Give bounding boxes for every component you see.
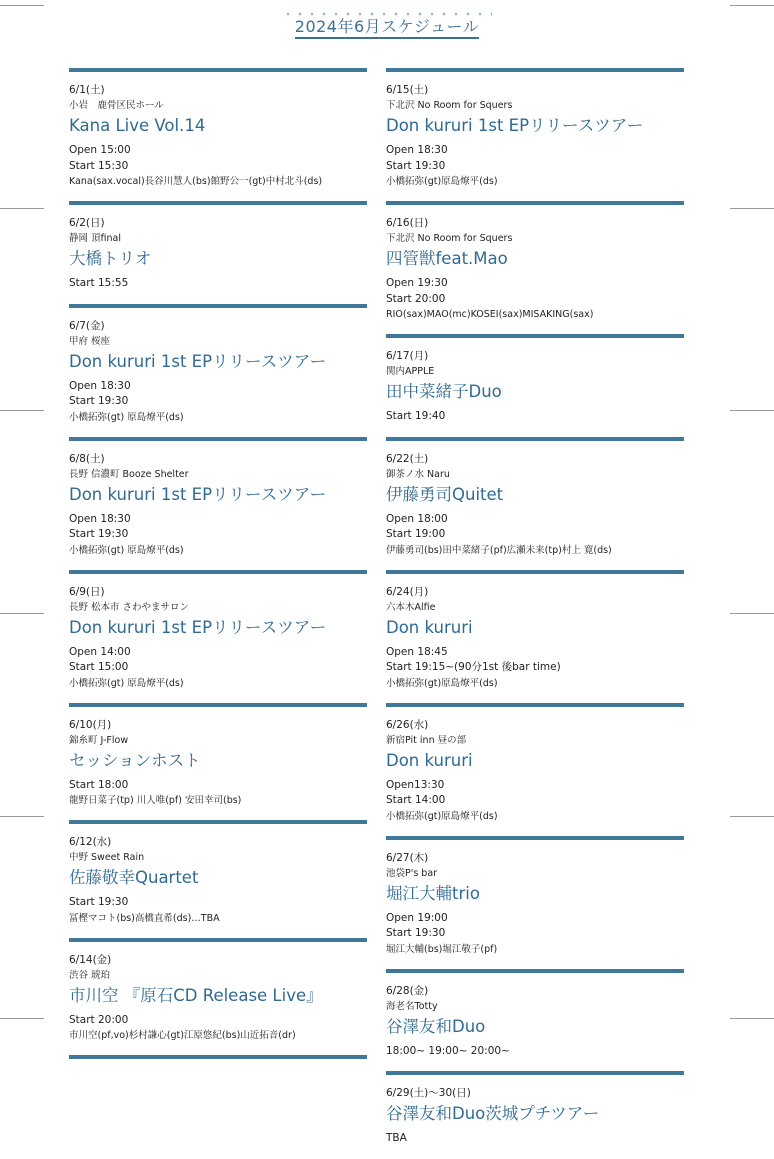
entry-venue: 甲府 桜座 xyxy=(69,335,111,347)
entry-time: Start 14:00 xyxy=(386,794,446,806)
entry-time: Start 19:30 xyxy=(69,896,129,908)
schedule-column-right xyxy=(386,68,684,1159)
entry-time: Open 19:30 xyxy=(386,277,448,289)
entry-date: 6/28(金) xyxy=(386,984,429,997)
entry-venue: 海老名Totty xyxy=(386,1000,438,1012)
margin-tick xyxy=(0,613,44,614)
entry-time: Start 20:00 xyxy=(386,292,446,305)
entry-date: 6/16(日) xyxy=(386,217,429,229)
entry-members: 市川空(pf,vo)杉村謙心(gt)江原悠紀(bs)山近拓音(dr) xyxy=(69,1030,296,1041)
margin-tick xyxy=(730,816,774,817)
entry-venue: 錦糸町 J-Flow xyxy=(69,734,129,746)
entry-venue: 関内APPLE xyxy=(386,366,435,377)
entry-time: Open 18:45 xyxy=(386,645,448,658)
entry-time: Open 18:30 xyxy=(386,144,448,156)
margin-tick xyxy=(730,1018,774,1019)
entry-time: Start 19:15~(90分1st 後bar time) xyxy=(386,661,561,673)
schedule-entry xyxy=(386,707,684,836)
entry-event-title: 大橋トリオ xyxy=(69,249,152,268)
entry-time: Open 14:00 xyxy=(69,645,131,658)
entry-date: 6/14(金) xyxy=(69,953,112,966)
entry-time: Start 19:30 xyxy=(386,927,446,939)
schedule-entry xyxy=(386,72,684,201)
schedule-entry xyxy=(69,308,367,437)
entry-event-title: Kana Live Vol.14 xyxy=(69,116,206,135)
entry-date: 6/15(土) xyxy=(386,84,429,96)
entry-members: 堀江大輔(bs)堀江敬子(pf) xyxy=(386,943,498,955)
entry-venue: 静岡 頂final xyxy=(69,233,121,244)
entry-time: Start 19:30 xyxy=(69,528,129,540)
entry-date: 6/7(金) xyxy=(69,319,105,332)
entry-event-title: 谷澤友和Duo茨城プチツアー xyxy=(386,1104,600,1123)
schedule-entry xyxy=(386,338,684,437)
entry-date: 6/9(日) xyxy=(69,585,105,598)
entry-time: Start 15:00 xyxy=(69,661,129,673)
entry-venue: 御茶ノ水 Naru xyxy=(386,468,450,480)
entry-time: Open 15:00 xyxy=(69,144,131,156)
entry-event-title: 市川空 『原石CD Release Live』 xyxy=(69,985,323,1005)
entry-venue: 長野 信濃町 Booze Shelter xyxy=(69,468,189,480)
entry-date: 6/29(土)〜30(日) xyxy=(386,1087,471,1099)
margin-tick xyxy=(0,5,44,6)
schedule-entry xyxy=(69,205,367,304)
entry-event-title: 堀江大輔trio xyxy=(386,883,480,903)
entry-event-title: 田中菜緒子Duo xyxy=(386,382,502,401)
entry-event-title: 谷澤友和Duo xyxy=(386,1016,486,1036)
entry-members: 小橋拓弥(gt)原島燎平(ds) xyxy=(386,810,498,822)
entry-venue: 中野 Sweet Rain xyxy=(69,852,145,863)
entry-event-title: Don kururi 1st EPリリースツアー xyxy=(69,617,327,637)
entry-time: Start 18:00 xyxy=(69,778,129,791)
schedule-entry xyxy=(69,441,367,570)
schedule-entry xyxy=(69,707,367,821)
entry-venue: 六本木Alfie xyxy=(386,601,436,613)
entry-time: Open 18:30 xyxy=(69,379,131,392)
entry-event-title: Don kururi xyxy=(386,617,473,637)
schedule-entry xyxy=(386,973,684,1072)
entry-members: 小橋拓弥(gt) 原島燎平(ds) xyxy=(69,544,184,556)
entry-time: Start 19:30 xyxy=(386,159,446,172)
entry-event-title: Don kururi 1st EPリリースツアー xyxy=(69,351,327,371)
margin-tick xyxy=(0,1018,44,1019)
margin-tick xyxy=(730,613,774,614)
entry-date: 6/2(日) xyxy=(69,217,105,229)
entry-members: RIO(sax)MAO(mc)KOSEI(sax)MISAKING(sax) xyxy=(386,309,594,320)
entry-date: 6/8(土) xyxy=(69,452,105,465)
entry-time: Open 18:30 xyxy=(69,512,131,525)
entry-time: Open13:30 xyxy=(386,778,445,791)
page-title xyxy=(0,14,774,37)
entry-time: Start 19:30 xyxy=(69,395,129,407)
schedule-entry xyxy=(69,824,367,938)
entry-members: Kana(sax.vocal)長谷川慧人(bs)館野公一(gt)中村北斗(ds) xyxy=(69,176,323,187)
entry-date: 6/22(土) xyxy=(386,452,429,465)
entry-members: 小橋拓弥(gt) 原島燎平(ds) xyxy=(69,411,184,423)
entry-members: 小橋拓弥(gt) 原島燎平(ds) xyxy=(69,677,184,689)
entry-venue: 新宿Pit inn 昼の部 xyxy=(386,734,467,746)
entry-date: 6/10(月) xyxy=(69,718,112,731)
entry-venue: 池袋P's bar xyxy=(386,867,438,879)
schedule-entry xyxy=(386,441,684,570)
entry-event-title: Don kururi 1st EPリリースツアー xyxy=(386,116,644,135)
entry-time: TBA xyxy=(386,1132,407,1144)
entry-time: Start 15:55 xyxy=(69,277,129,289)
entry-time: Start 20:00 xyxy=(69,1013,129,1026)
margin-tick xyxy=(730,5,774,6)
entry-members: 伊藤勇司(bs)田中菜緒子(pf)広瀬未来(tp)村上 寛(ds) xyxy=(386,544,612,556)
schedule-entry xyxy=(386,1075,684,1159)
schedule-column-left xyxy=(69,68,367,1059)
entry-date: 6/24(月) xyxy=(386,585,429,598)
entry-venue: 下北沢 No Room for Squers xyxy=(386,100,513,111)
schedule-entry xyxy=(69,574,367,703)
divider-bar xyxy=(69,1055,367,1059)
entry-event-title: セッションホスト xyxy=(69,750,201,770)
entry-members: 小橋拓弥(gt)原島燎平(ds) xyxy=(386,677,498,689)
entry-date: 6/27(木) xyxy=(386,851,429,864)
schedule-entry xyxy=(386,205,684,334)
entry-event-title: 佐藤敬幸Quartet xyxy=(69,868,199,887)
entry-members: 冨樫マコト(bs)高橋直希(ds)…TBA xyxy=(69,912,220,924)
margin-tick xyxy=(0,816,44,817)
entry-date: 6/26(水) xyxy=(386,718,429,731)
entry-time: 18:00~ 19:00~ 20:00~ xyxy=(386,1044,510,1057)
margin-tick xyxy=(730,410,774,411)
entry-time: Open 19:00 xyxy=(386,911,448,924)
margin-tick xyxy=(730,208,774,209)
schedule-entry xyxy=(69,72,367,201)
entry-event-title: Don kururi xyxy=(386,750,473,770)
schedule-entry xyxy=(386,840,684,969)
entry-date: 6/17(月) xyxy=(386,350,429,362)
entry-time: Open 18:00 xyxy=(386,512,448,525)
entry-venue: 小岩 鹿骨区民ホール xyxy=(69,100,164,111)
entry-event-title: Don kururi 1st EPリリースツアー xyxy=(69,484,327,504)
entry-time: Start 19:40 xyxy=(386,410,446,422)
entry-members: 龍野日菜子(tp) 川人唯(pf) 安田幸司(bs) xyxy=(69,795,242,806)
entry-venue: 渋谷 琥珀 xyxy=(69,969,111,981)
page-title-text: 2024年6月スケジュール xyxy=(295,17,479,39)
schedule-entry xyxy=(69,942,367,1056)
entry-venue: 下北沢 No Room for Squers xyxy=(386,233,513,244)
entry-time: Start 19:00 xyxy=(386,528,446,540)
entry-members: 小橋拓弥(gt)原島燎平(ds) xyxy=(386,176,498,187)
margin-tick xyxy=(0,410,44,411)
entry-venue: 長野 松本市 さわやまサロン xyxy=(69,601,190,613)
margin-tick xyxy=(0,208,44,209)
entry-event-title: 四管獣feat.Mao xyxy=(386,249,508,268)
entry-event-title: 伊藤勇司Quitet xyxy=(386,484,504,504)
schedule-entry xyxy=(386,574,684,703)
entry-date: 6/12(水) xyxy=(69,836,112,848)
entry-time: Start 15:30 xyxy=(69,159,129,172)
entry-date: 6/1(土) xyxy=(69,84,105,96)
